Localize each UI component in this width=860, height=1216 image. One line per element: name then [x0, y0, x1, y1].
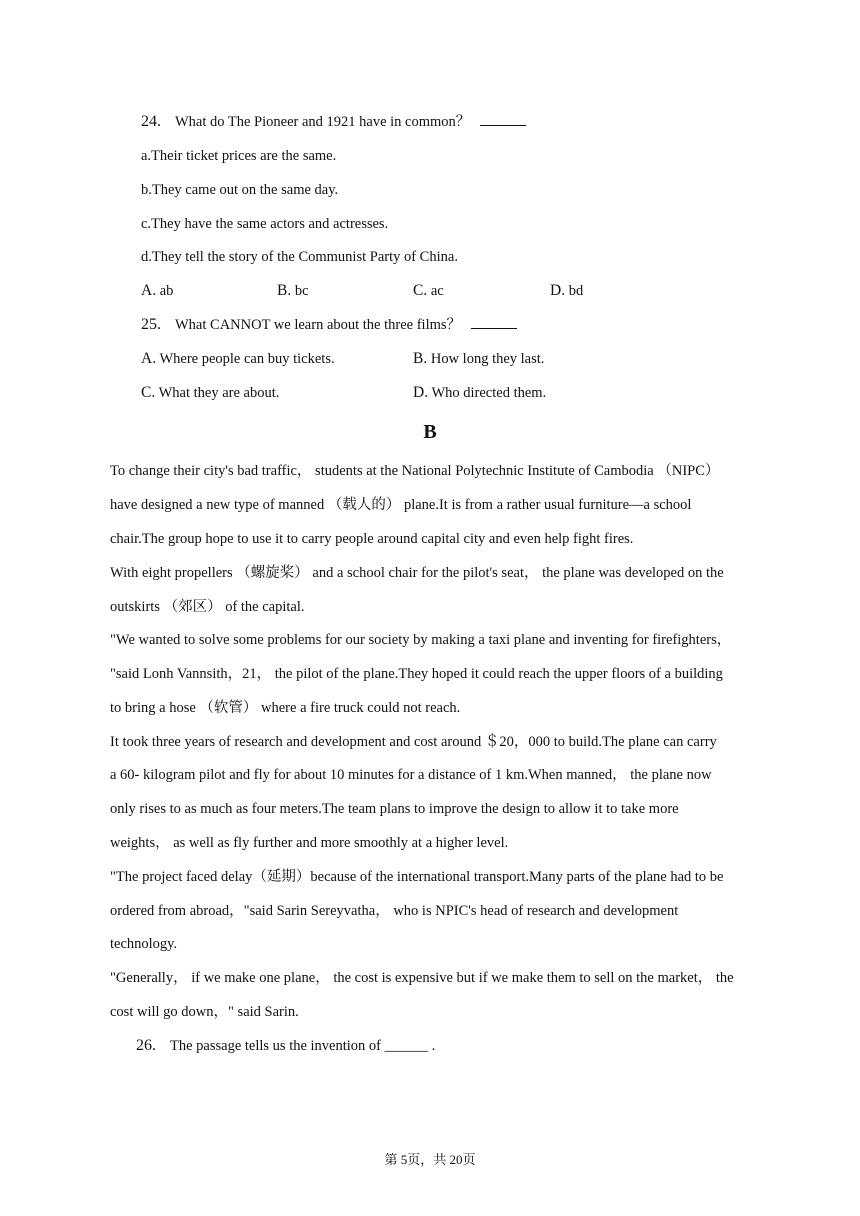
passage-line: chair.The group hope to use it to carry people around capital city and even help fight fires.	[110, 531, 634, 547]
question-text: What do The Pioneer and 1921 have in common？	[175, 114, 471, 130]
passage-line: weights， as well as fly further and more smoothly at a higher level.	[110, 835, 509, 851]
question-number: 26.	[136, 1037, 156, 1054]
option-d[interactable]: D. Who directed them.	[413, 384, 547, 401]
statement-a: a.Their ticket prices are the same.	[141, 148, 337, 164]
passage-line: "We wanted to solve some problems for our society by making a taxi plane and inventing for firefighters，	[110, 632, 732, 648]
question-25	[141, 316, 517, 334]
option-a[interactable]: A. ab	[141, 282, 174, 299]
question-number: 25.	[141, 316, 161, 333]
statement-d: d.They tell the story of the Communist Party of China.	[141, 249, 458, 265]
option-b[interactable]: B. bc	[277, 282, 309, 299]
question-text: What CANNOT we learn about the three films？	[175, 317, 462, 333]
option-c[interactable]: C. What they are about.	[141, 384, 280, 401]
passage-line: With eight propellers （螺旋桨） and a school chair for the pilot's seat， the plane was developed on the	[110, 565, 724, 581]
section-heading: B	[423, 421, 437, 443]
option-a[interactable]: A. Where people can buy tickets.	[141, 350, 335, 367]
passage-line: ordered from abroad，"said Sarin Sereyvatha， who is NPIC's head of research and development	[110, 903, 679, 919]
question-24	[141, 113, 526, 131]
question-number: 24.	[141, 113, 161, 130]
passage-line: "Generally， if we make one plane， the cost is expensive but if we make them to sell on the market， the	[110, 970, 734, 986]
passage-line: "The project faced delay（延期）because of the international transport.Many parts of the plane had to be	[110, 869, 724, 885]
passage-line: To change their city's bad traffic， students at the National Polytechnic Institute of Cambodia （NIPC）	[110, 463, 720, 479]
option-d[interactable]: D. bd	[550, 282, 584, 299]
option-b[interactable]: B. How long they last.	[413, 350, 545, 367]
option-c[interactable]: C. ac	[413, 282, 444, 299]
statement-c: c.They have the same actors and actresses.	[141, 216, 389, 232]
passage-line: It took three years of research and development and cost around ＄20，000 to build.The plane can carry	[110, 734, 717, 750]
passage-line: outskirts （郊区） of the capital.	[110, 599, 305, 615]
passage-line: a 60- kilogram pilot and fly for about 10 minutes for a distance of 1 km.When manned， the plane now	[110, 767, 712, 783]
passage-line: have designed a new type of manned （载人的） plane.It is from a rather usual furniture—a school	[110, 497, 692, 513]
passage-line: cost will go down，" said Sarin.	[110, 1004, 299, 1020]
question-26	[136, 1037, 435, 1055]
answer-blank[interactable]	[480, 113, 526, 126]
passage-line: only rises to as much as four meters.The team plans to improve the design to allow it to take more	[110, 801, 679, 817]
passage-line: technology.	[110, 936, 178, 952]
page-footer: 第 5页，共 20页	[384, 1152, 476, 1167]
statement-b: b.They came out on the same day.	[141, 182, 339, 198]
answer-blank[interactable]	[471, 316, 517, 329]
passage-line: "said Lonh Vannsith，21， the pilot of the plane.They hoped it could reach the upper floors of a building	[110, 666, 723, 682]
question-text: The passage tells us the invention of ______ .	[170, 1038, 436, 1054]
passage-line: to bring a hose （软管） where a fire truck could not reach.	[110, 700, 461, 716]
